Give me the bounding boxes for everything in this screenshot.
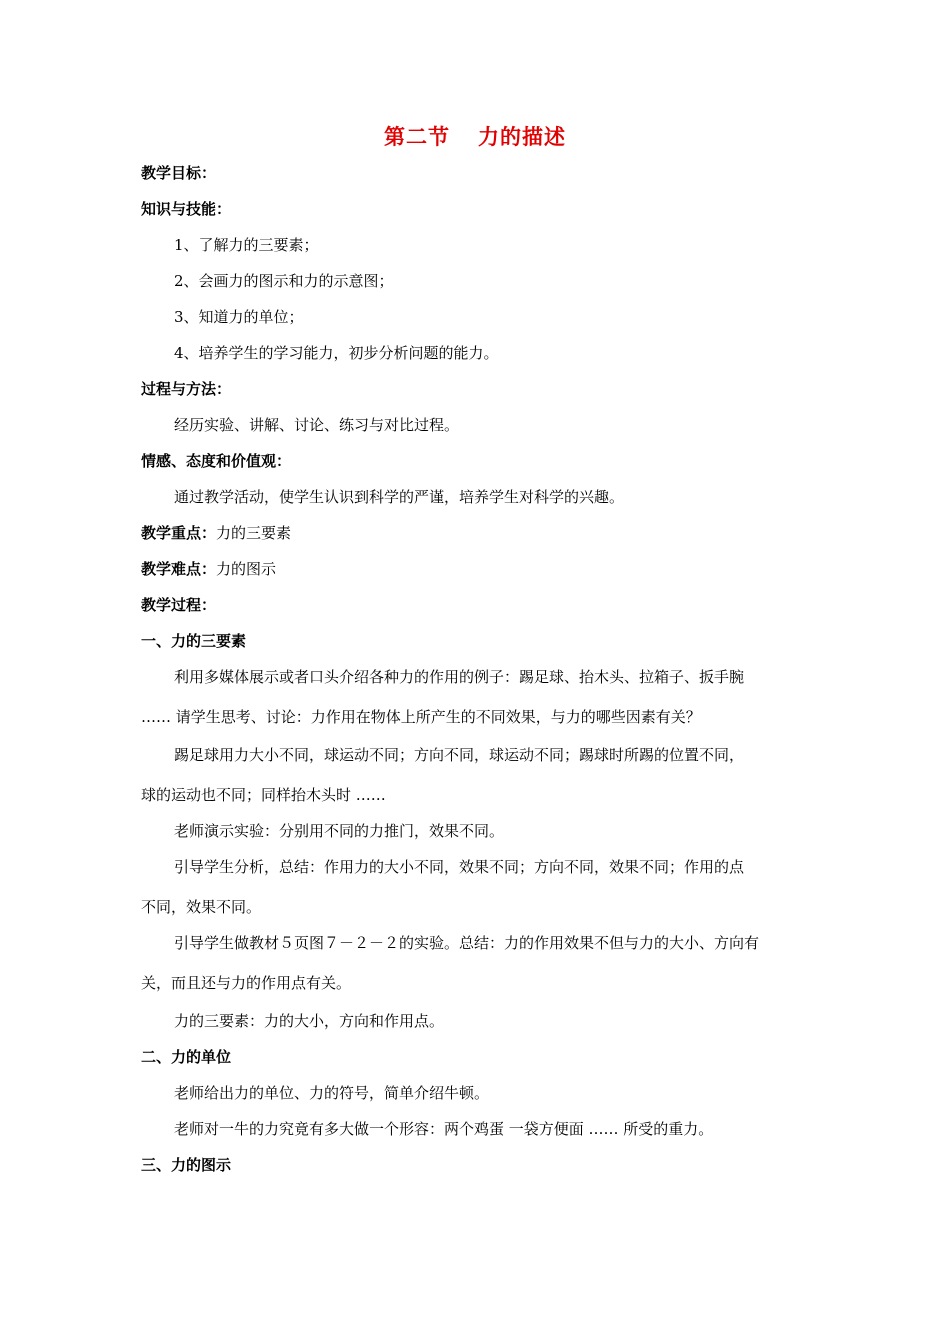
section1-heading: 一、力的三要素: [141, 632, 247, 650]
key-point-label: 教学重点：: [141, 524, 217, 542]
section1-paragraph-line: 引导学生做教材５页图７－２－２的实验。总结：力的作用效果不但与力的大小、方向有: [174, 934, 760, 952]
knowledge-item: 3、知道力的单位；: [174, 308, 304, 326]
section1-paragraph-line: 球的运动也不同；同样抬木头时 ……: [141, 786, 386, 804]
difficulty-label: 教学难点：: [141, 560, 217, 578]
section1-paragraph-line: …… 请学生思考、讨论：力作用在物体上所产生的不同效果，与力的哪些因素有关？: [141, 708, 701, 726]
section1-paragraph-line: 老师演示实验：分别用不同的力推门，效果不同。: [174, 822, 505, 840]
knowledge-item: 4、培养学生的学习能力，初步分析问题的能力。: [174, 344, 499, 362]
title-section-number: 第二节: [384, 125, 450, 149]
section1-paragraph-line: 利用多媒体展示或者口头介绍各种力的作用的例子：踢足球、抬木头、拉箱子、扳手腕: [174, 668, 745, 686]
section1-paragraph-line: 踢足球用力大小不同，球运动不同；方向不同，球运动不同；踢球时所踢的位置不同，: [174, 746, 745, 764]
teaching-process-heading: 教学过程：: [141, 596, 217, 614]
difficulty-line: [141, 559, 821, 579]
document-title: [0, 122, 950, 152]
section1-paragraph-line: 引导学生分析，总结：作用力的大小不同，效果不同；方向不同，效果不同；作用的点: [174, 858, 745, 876]
key-point-text: 力的三要素: [216, 524, 292, 542]
process-text: 经历实验、讲解、讨论、练习与对比过程。: [174, 416, 460, 434]
knowledge-item: 2、会画力的图示和力的示意图；: [174, 272, 394, 290]
section3-heading: 三、力的图示: [141, 1156, 232, 1174]
key-point-line: [141, 523, 821, 543]
section2-paragraph-line: 老师给出力的单位、力的符号，简单介绍牛顿。: [174, 1084, 490, 1102]
process-heading: 过程与方法：: [141, 380, 232, 398]
section2-paragraph-line: 老师对一牛的力究竟有多大做一个形容：两个鸡蛋 一袋方便面 …… 所受的重力。: [174, 1120, 714, 1138]
objectives-heading: 教学目标：: [141, 164, 217, 182]
section1-paragraph-line: 力的三要素：力的大小，方向和作用点。: [174, 1012, 445, 1030]
emotion-heading: 情感、态度和价值观：: [141, 452, 292, 470]
section2-heading: 二、力的单位: [141, 1048, 232, 1066]
section1-paragraph-line: 不同，效果不同。: [141, 898, 262, 916]
section1-paragraph-line: 关，而且还与力的作用点有关。: [141, 974, 352, 992]
title-topic: 力的描述: [478, 125, 566, 149]
knowledge-heading: 知识与技能：: [141, 200, 232, 218]
difficulty-text: 力的图示: [216, 560, 277, 578]
emotion-text: 通过教学活动，使学生认识到科学的严谨，培养学生对科学的兴趣。: [174, 488, 625, 506]
knowledge-item: 1、了解力的三要素；: [174, 236, 319, 254]
